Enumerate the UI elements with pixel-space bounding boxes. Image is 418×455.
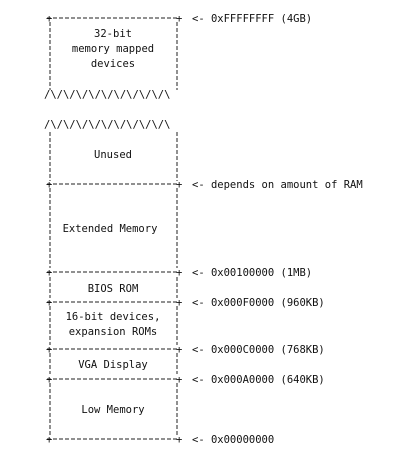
region-label-line: Extended Memory: [62, 223, 158, 235]
svg-text:+: +: [176, 13, 183, 25]
region-label-line: memory mapped: [71, 43, 155, 55]
svg-text:+: +: [176, 434, 183, 446]
svg-text:+: +: [46, 267, 53, 279]
break-marker-bottom: /\/\/\/\/\/\/\/\/\/\: [44, 119, 171, 131]
svg-text:+: +: [46, 179, 53, 191]
region-label-line: devices: [90, 58, 136, 70]
region-low-memory: [46, 383, 182, 446]
svg-text:+: +: [176, 344, 183, 356]
svg-text:+: +: [176, 267, 183, 279]
address-label: <- 0xFFFFFFFF (4GB): [192, 13, 313, 25]
svg-text:+: +: [46, 374, 53, 386]
region-label-line: VGA Display: [78, 359, 148, 371]
address-label: <- 0x00000000: [192, 434, 275, 446]
region-32bit-devices: [44, 13, 182, 101]
address-label: <- 0x00100000 (1MB): [192, 267, 313, 279]
address-labels: [192, 13, 363, 446]
address-label: <- 0x000C0000 (768KB): [192, 344, 325, 356]
svg-text:+: +: [46, 297, 53, 309]
address-label: <- 0x000F0000 (960KB): [192, 297, 325, 309]
svg-text:+: +: [176, 297, 183, 309]
svg-text:+: +: [46, 13, 53, 25]
region-label-line: Low Memory: [81, 404, 145, 416]
svg-text:+: +: [176, 374, 183, 386]
region-extended-memory: [46, 188, 182, 279]
region-16bit-devices: [46, 306, 182, 356]
address-label: <- depends on amount of RAM: [192, 179, 363, 191]
region-label-line: Unused: [94, 149, 132, 161]
address-label: <- 0x000A0000 (640KB): [192, 374, 325, 386]
region-label-line: 16-bit devices,: [65, 311, 161, 323]
region-label-line: 32-bit: [94, 28, 132, 40]
region-unused: [44, 119, 182, 191]
region-bios-rom: [46, 277, 182, 309]
region-vga-display: [46, 353, 182, 386]
svg-text:+: +: [176, 179, 183, 191]
svg-text:+: +: [46, 344, 53, 356]
break-marker-top: /\/\/\/\/\/\/\/\/\/\: [44, 89, 171, 101]
region-label-line: BIOS ROM: [87, 283, 139, 295]
svg-text:+: +: [46, 434, 53, 446]
region-label-line: expansion ROMs: [68, 326, 158, 338]
